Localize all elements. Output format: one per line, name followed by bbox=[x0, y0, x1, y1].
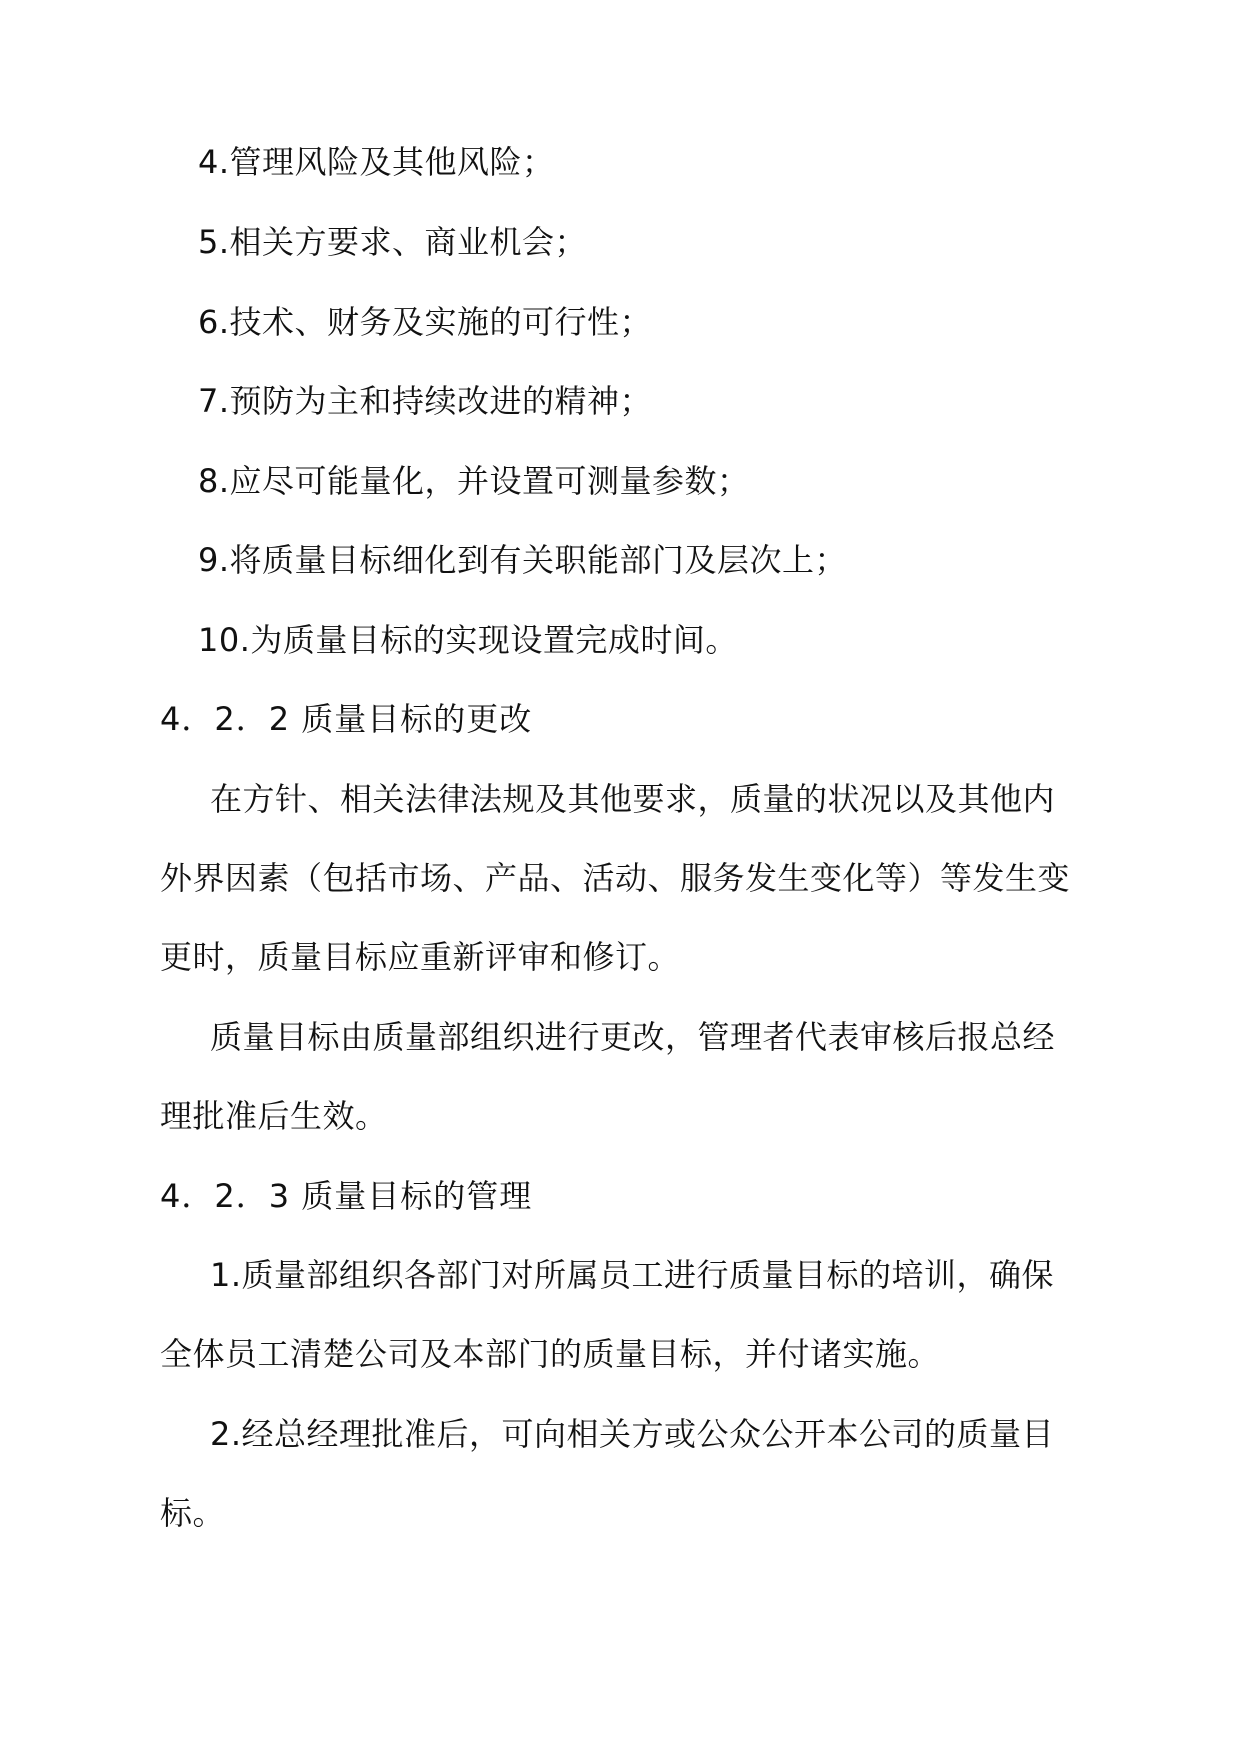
list-item-9: 9.将质量目标细化到有关职能部门及层次上； bbox=[198, 541, 848, 579]
list-item-4: 4.管理风险及其他风险； bbox=[198, 143, 555, 181]
list-item-6: 6.技术、财务及实施的可行性； bbox=[198, 303, 653, 341]
list-item-8: 8.应尽可能量化，并设置可测量参数； bbox=[198, 462, 750, 500]
paragraph-line: 外界因素（包括市场、产品、活动、服务发生变化等）等发生变 bbox=[160, 859, 1071, 897]
paragraph-line: 在方针、相关法律法规及其他要求，质量的状况以及其他内 bbox=[210, 780, 1056, 818]
paragraph-line: 全体员工清楚公司及本部门的质量目标，并付诸实施。 bbox=[160, 1335, 941, 1373]
paragraph-line: 质量目标由质量部组织进行更改，管理者代表审核后报总经 bbox=[210, 1018, 1056, 1056]
list-item-10: 10.为质量目标的实现设置完成时间。 bbox=[198, 621, 738, 659]
list-item-7: 7.预防为主和持续改进的精神； bbox=[198, 382, 653, 420]
section-heading-4-2-3: 4．2．3 质量目标的管理 bbox=[160, 1177, 533, 1215]
paragraph-line: 更时，质量目标应重新评审和修订。 bbox=[160, 938, 681, 976]
paragraph-line: 理批准后生效。 bbox=[160, 1097, 388, 1135]
paragraph-line: 2.经总经理批准后，可向相关方或公众公开本公司的质量目 bbox=[210, 1415, 1055, 1453]
list-item-5: 5.相关方要求、商业机会； bbox=[198, 223, 588, 261]
paragraph-line: 1.质量部组织各部门对所属员工进行质量目标的培训，确保 bbox=[210, 1256, 1055, 1294]
section-heading-4-2-2: 4．2．2 质量目标的更改 bbox=[160, 700, 533, 738]
paragraph-line: 标。 bbox=[160, 1494, 226, 1532]
